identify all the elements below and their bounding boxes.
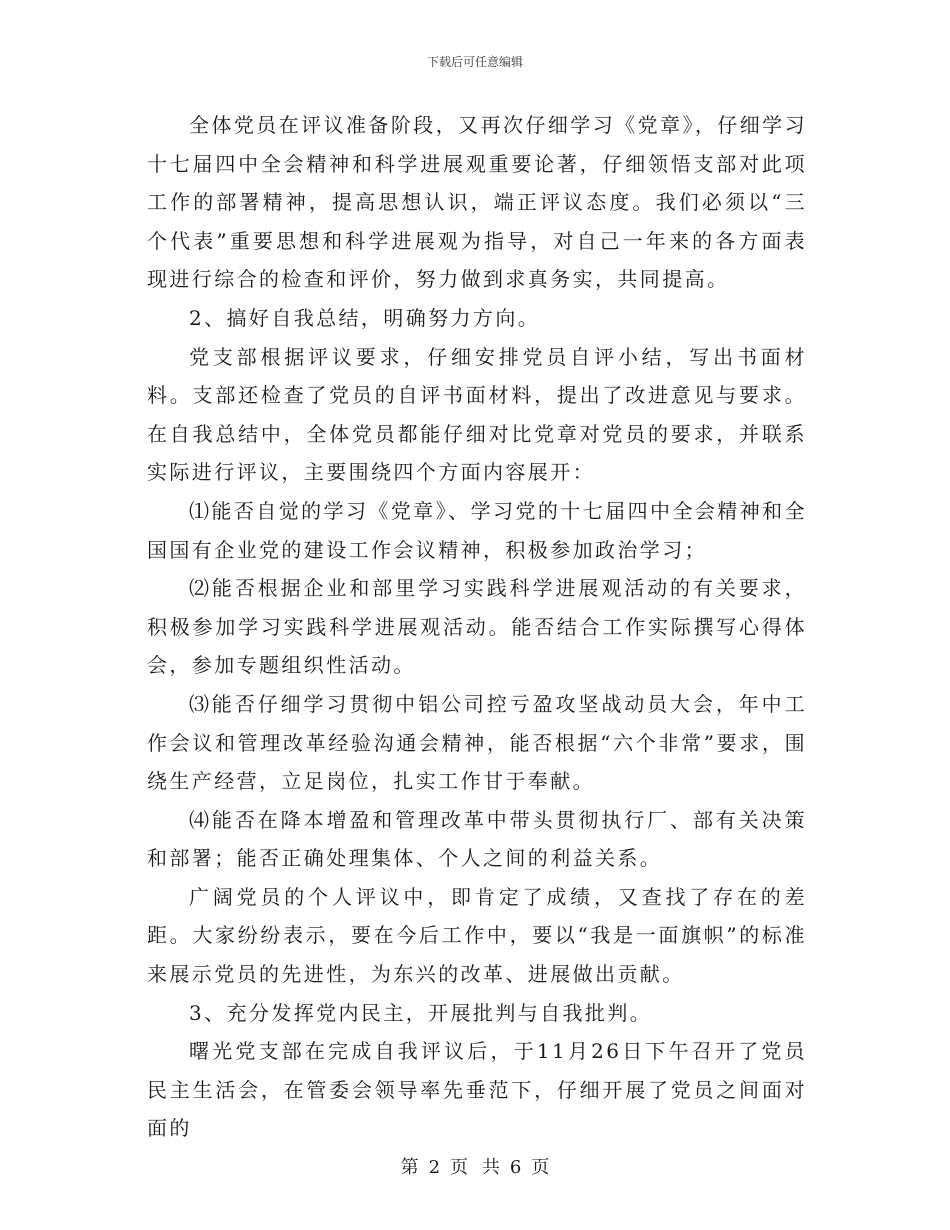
section-heading-self-summary: 2、搞好自我总结，明确努力方向。 <box>189 305 541 330</box>
page-number-footer <box>0 1157 950 1179</box>
list-item-4: ⑷能否在降本增盈和管理改革中带头贯彻执行厂、部有关决策和部署；能否正确处理集体、个人之间的利益关系。 <box>147 807 807 871</box>
footer-label-ye: 页 <box>450 1157 469 1178</box>
list-item-2: ⑵能否根据企业和部里学习实践科学进展观活动的有关要求，积极参加学习实践科学进展观活动。能否结合工作实际撰写心得体会，参加专题组织性活动。 <box>147 576 807 678</box>
footer-label-gong: 共 <box>481 1157 500 1178</box>
paragraph-democratic-meeting: 曙光党支部在完成自我评议后，于11月26日下午召开了党员民主生活会，在管委会领导率先垂范下，仔细开展了党员之间面对面的 <box>147 1039 807 1141</box>
total-page-number: 6 <box>509 1157 522 1178</box>
page-header-note: 下载后可任意编辑 <box>426 55 523 69</box>
paragraph-review-preparation: 全体党员在评议准备阶段，又再次仔细学习《党章》，仔细学习十七届四中全会精神和科学进展观重要论著，仔细领悟支部对此项工作的部署精神，提高思想认识，端正评议态度。我们必须以“三个代表”重要思想和科学进展观为指导，对自己一年来的各方面表现进行综合的检查和评价，努力做到求真务实，共同提高。 <box>147 113 807 292</box>
paragraph-self-evaluation: 党支部根据评议要求，仔细安排党员自评小结，写出书面材料。支部还检查了党员的自评书面材料，提出了改进意见与要求。在自我总结中，全体党员都能仔细对比党章对党员的要求，并联系实际进行评议，主要围绕四个方面内容展开： <box>147 344 807 485</box>
list-item-3: ⑶能否仔细学习贯彻中铝公司控亏盈攻坚战动员大会，年中工作会议和管理改革经验沟通会精神，能否根据“六个非常”要求，围绕生产经营，立足岗位，扎实工作甘于奉献。 <box>147 691 807 794</box>
document-body <box>147 106 807 1148</box>
section-heading-democracy: 3、充分发挥党内民主，开展批判与自我批判。 <box>189 1000 653 1025</box>
paragraph-individual-review: 广阔党员的个人评议中，即肯定了成绩，又查找了存在的差距。大家纷纷表示，要在今后工作中，要以“我是一面旗帜”的标准来展示党员的先进性，为东兴的改革、进展做出贡献。 <box>147 884 807 987</box>
footer-label-di: 第 <box>400 1157 419 1178</box>
list-item-1: ⑴能否自觉的学习《党章》、学习党的十七届四中全会精神和全国国有企业党的建设工作会议精神，积极参加政治学习； <box>147 498 807 562</box>
footer-label-ye-total: 页 <box>531 1157 550 1178</box>
current-page-number: 2 <box>428 1157 441 1178</box>
